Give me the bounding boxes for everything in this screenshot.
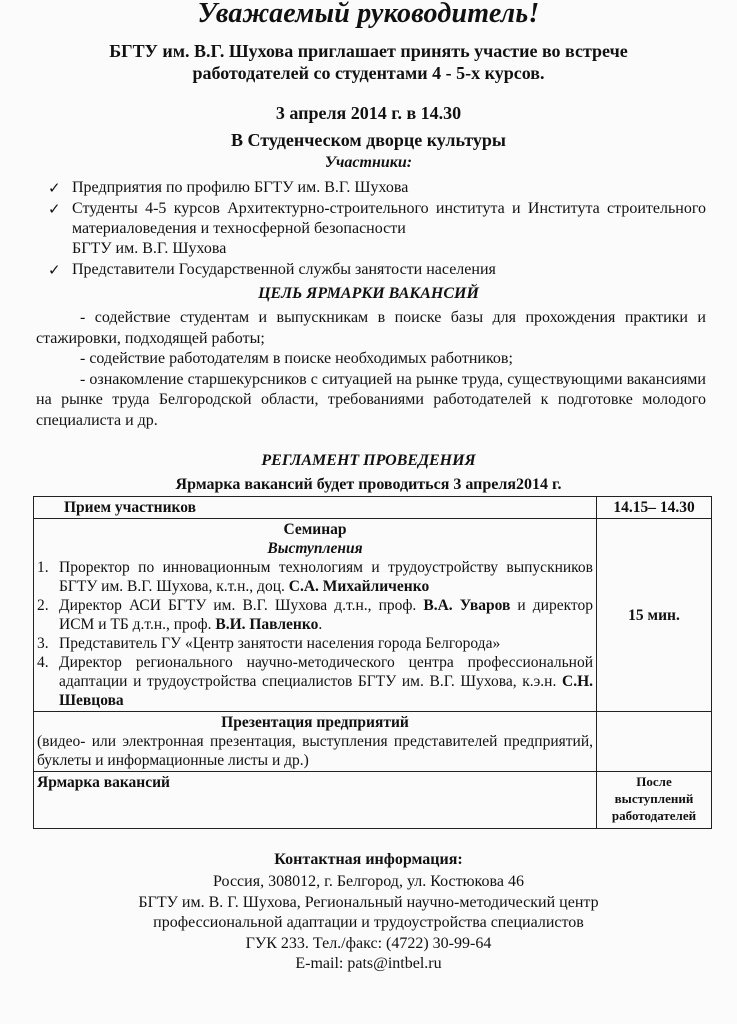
table-row [34, 497, 712, 519]
table-row [34, 519, 712, 712]
speaker-text: Представитель ГУ «Центр занятости населения города Белгорода» [59, 635, 501, 652]
schedule-time [597, 712, 712, 772]
list-item [37, 558, 593, 596]
speaker-name: С.Н. Шевцова [59, 673, 594, 709]
schedule-table [33, 496, 712, 829]
goal-heading: ЦЕЛЬ ЯРМАРКИ ВАКАНСИЙ [258, 285, 479, 302]
table-row [34, 772, 712, 829]
list-number: 2. [37, 597, 49, 614]
participant-item [46, 260, 706, 280]
presentation-cell [34, 712, 597, 772]
goal-paragraph: - содействие студентам и выпускникам в поиске базы для прохождения практики и стажировки, подходящей работы; [36, 309, 706, 347]
speakers-list [37, 558, 593, 710]
participants-heading: Участники: [324, 154, 413, 171]
contact-email[interactable]: E-mail: pats@intbel.ru [295, 955, 442, 972]
goal-paragraph: - ознакомление старшекурсников с ситуацией на рынке труда, существующими вакансиями на рынке труда Белгородской области, требованиями работодателей к подготовке молодого специалиста и др. [36, 370, 706, 429]
schedule-time [597, 772, 712, 829]
participant-text: Предприятия по профилю БГТУ им. В.Г. Шухова [72, 179, 409, 196]
speaker-name: В.А. Уваров [423, 597, 511, 614]
presentation-text: (видео- или электронная презентация, выступления представителей предприятий, буклеты и информационные листы и др.) [37, 733, 593, 769]
contact-org-line: БГТУ им. В. Г. Шухова, Региональный научно-методический центр [138, 893, 599, 911]
speaker-text: и директор ИСМ и ТБ д.т.н., проф. [59, 597, 593, 633]
speaker-name: С.А. Михайличенко [288, 578, 430, 595]
schedule-time: 14.15– 14.30 [597, 497, 712, 519]
participant-text-extra: БГТУ им. В.Г. Шухова [72, 240, 227, 257]
checkmark-icon: ✓ [48, 179, 61, 197]
schedule-item-label: Прием участников [34, 497, 597, 519]
checkmark-icon: ✓ [48, 261, 61, 279]
event-date-time: 3 апреля 2014 г. в 14.30 [275, 103, 462, 123]
seminar-heading: Семинар [283, 521, 347, 538]
seminar-subheading: Выступления [267, 540, 363, 557]
fair-date: Ярмарка вакансий будет проводиться 3 апреля2014 г. [175, 476, 562, 493]
goal-paragraph: - содействие работодателям в поиске необходимых работников; [80, 350, 513, 367]
invitation-text [0, 40, 737, 84]
list-item [37, 634, 593, 653]
contact-address: Россия, 308012, г. Белгород, ул. Костюкова 46 [213, 873, 524, 890]
speaker-text: . [318, 616, 323, 633]
table-row [34, 712, 712, 772]
goals-list [36, 308, 706, 431]
invitation-line-1: БГТУ им. В.Г. Шухова приглашает принять участие во встрече [109, 41, 628, 61]
schedule-time-line: выступлений [614, 791, 694, 806]
participant-text: Представители Государственной службы занятости населения [72, 261, 496, 278]
speaker-name: В.И. Павленко [215, 616, 319, 633]
speaker-text: Директор АСИ БГТУ им. В.Г. Шухова д.т.н., проф. [59, 597, 417, 614]
schedule-time-line: После [636, 774, 672, 789]
contact-info [0, 872, 737, 975]
schedule-item-label: Ярмарка вакансий [34, 772, 597, 829]
event-venue: В Студенческом дворце культуры [231, 130, 506, 150]
speaker-text: Проректор по инновационным технологиям и трудоустройству выпускников БГТУ им. В.Г. Шухова, к.т.н., доц. [59, 559, 593, 595]
participant-item [46, 199, 706, 259]
seminar-cell [34, 519, 597, 712]
contact-org-line: профессиональной адаптации и трудоустройства специалистов [153, 914, 584, 931]
checkmark-icon: ✓ [48, 200, 61, 218]
schedule-time: 15 мин. [597, 519, 712, 712]
document-title: Уважаемый руководитель! [197, 0, 540, 29]
presentation-heading: Презентация предприятий [221, 714, 409, 731]
participant-text: Студенты 4-5 курсов Архитектурно-строительного института и Института строительного материаловедения и техносферной безопасности [72, 200, 706, 237]
participants-list [46, 178, 706, 281]
invitation-line-2: работодателей со студентами 4 - 5-х курсов. [192, 63, 545, 83]
speaker-text: Директор регионального научно-методического центра профессиональной адаптации и трудоустройства специалистов БГТУ им. В.Г. Шухова, к.э.н. [59, 654, 593, 690]
contact-phone: ГУК 233. Тел./факс: (4722) 30-99-64 [245, 934, 492, 952]
list-number: 4. [37, 654, 49, 671]
regulation-heading: РЕГЛАМЕНТ ПРОВЕДЕНИЯ [261, 452, 476, 469]
participant-item [46, 178, 706, 198]
contact-heading: Контактная информация: [274, 851, 463, 868]
list-item [37, 653, 593, 710]
list-number: 3. [37, 635, 49, 652]
list-item [37, 596, 593, 634]
list-number: 1. [37, 559, 49, 576]
schedule-time-line: работодателей [611, 808, 697, 823]
